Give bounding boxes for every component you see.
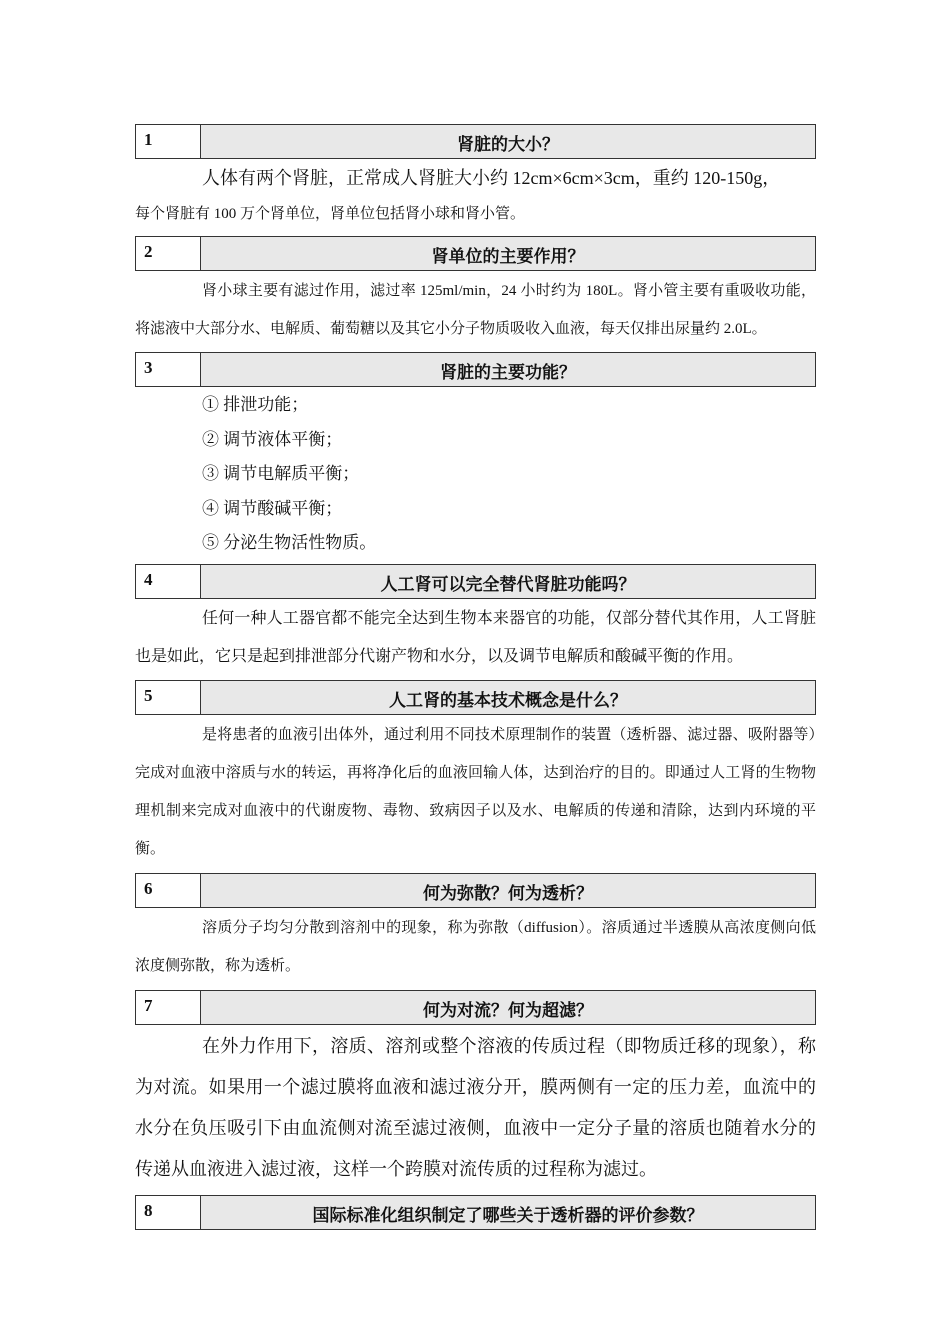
question-number: 3 (136, 353, 201, 386)
question-title: 何为弥散？何为透析？ (201, 874, 815, 907)
question-number: 6 (136, 874, 201, 907)
answer-block (135, 271, 816, 352)
question-title: 肾脏的大小？ (201, 125, 815, 158)
answer-paragraph: 是将患者的血液引出体外，通过利用不同技术原理制作的装置（透析器、滤过器、吸附器等）完成对血液中溶质与水的转运，再将净化后的血液回输人体，达到治疗的目的。即通过人工肾的生物物理机制来完成对血液中的代谢废物、毒物、致病因子以及水、电解质的传递和清除，达到内环境的平衡。 (135, 726, 816, 857)
question-header (135, 990, 816, 1025)
question-title: 国际标准化组织制定了哪些关于透析器的评价参数？ (201, 1196, 815, 1229)
answer-block (135, 715, 816, 873)
question-number: 4 (136, 565, 201, 598)
document-body (135, 124, 816, 1230)
list-item: ③ 调节电解质平衡； (202, 464, 360, 483)
answer-paragraph: 在外力作用下，溶质、溶剂或整个溶液的传质过程（即物质迁移的现象），称为对流。如果用一个滤过膜将血液和滤过液分开，膜两侧有一定的压力差，血流中的水分在负压吸引下由血流侧对流至滤过液侧，血液中一定分子量的溶质也随着水分的传递从血液进入滤过液，这样一个跨膜对流传质的过程称为滤过。 (135, 1035, 816, 1179)
answer-paragraph: 任何一种人工器官都不能完全达到生物本来器官的功能，仅部分替代其作用，人工肾脏也是如此，它只是起到排泄部分代谢产物和水分，以及调节电解质和酸碱平衡的作用。 (135, 609, 816, 665)
list-item: ① 排泄功能； (202, 395, 309, 414)
answer-block (135, 908, 816, 990)
question-title: 肾单位的主要作用？ (201, 237, 815, 270)
answer-paragraph: 溶质分子均匀分散到溶剂中的现象，称为弥散（diffusion）。溶质通过半透膜从高浓度侧向低浓度侧弥散，称为透析。 (135, 919, 816, 974)
question-header (135, 236, 816, 271)
question-title: 肾脏的主要功能？ (201, 353, 815, 386)
question-number: 5 (136, 681, 201, 714)
question-title: 人工肾可以完全替代肾脏功能吗？ (201, 565, 815, 598)
question-number: 7 (136, 991, 201, 1024)
list-item: ② 调节液体平衡； (202, 429, 343, 449)
answer-block (135, 1025, 816, 1195)
question-header (135, 1195, 816, 1230)
question-number: 1 (136, 125, 201, 158)
answer-paragraph: 肾小球主要有滤过作用，滤过率 125ml/min，24 小时约为 180L。肾小管主要有重吸收功能，将滤液中大部分水、电解质、葡萄糖以及其它小分子物质吸收入血液，每天仅排出尿量约 2.0L。 (135, 283, 816, 337)
answer-paragraph: 人体有两个肾脏，正常成人肾脏大小约 12cm×6cm×3cm，重约 120-150g， (202, 168, 781, 188)
answer-list (135, 387, 816, 564)
question-title: 何为对流？何为超滤？ (201, 991, 815, 1024)
question-title: 人工肾的基本技术概念是什么？ (201, 681, 815, 714)
question-number: 8 (136, 1196, 201, 1229)
list-item: ④ 调节酸碱平衡； (202, 498, 343, 518)
question-header (135, 124, 816, 159)
question-header (135, 680, 816, 715)
answer-paragraph: 每个肾脏有 100 万个肾单位，肾单位包括肾小球和肾小管。 (135, 206, 526, 222)
list-item: ⑤ 分泌生物活性物质。 (202, 533, 377, 552)
question-header (135, 873, 816, 908)
answer-block (135, 159, 816, 236)
question-number: 2 (136, 237, 201, 270)
answer-block (135, 599, 816, 680)
question-header (135, 564, 816, 599)
question-header (135, 352, 816, 387)
